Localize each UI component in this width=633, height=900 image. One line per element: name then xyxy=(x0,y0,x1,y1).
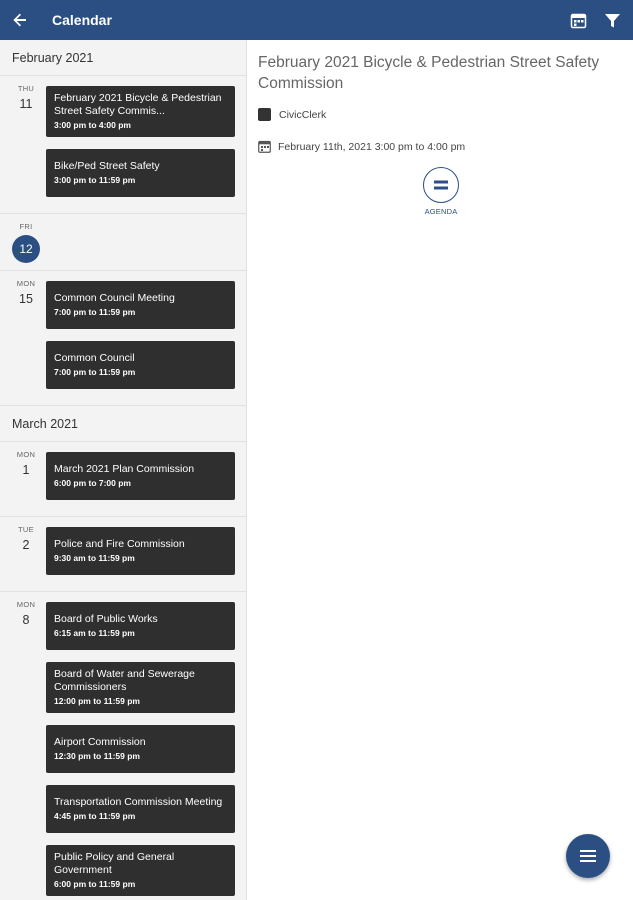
event-time: 3:00 pm to 11:59 pm xyxy=(54,175,136,185)
back-button[interactable] xyxy=(2,0,38,40)
event-list xyxy=(0,40,247,900)
day-group xyxy=(0,517,246,592)
event-detail-title: February 2021 Bicycle & Pedestrian Street Safety Commission xyxy=(258,54,600,92)
day-group xyxy=(0,214,246,271)
agenda-icon xyxy=(433,179,449,191)
agenda-button[interactable] xyxy=(421,167,461,216)
event-time: 6:15 am to 11:59 pm xyxy=(54,628,135,638)
filter-button[interactable] xyxy=(595,0,629,40)
event-title: Bike/Ped Street Safety xyxy=(54,160,160,172)
event-title: Board of Water and Sewerage Commissioners xyxy=(54,668,195,693)
day-group xyxy=(0,76,246,214)
event-datetime: February 11th, 2021 3:00 pm to 4:00 pm xyxy=(278,140,466,153)
event-time: 7:00 pm to 11:59 pm xyxy=(54,367,136,377)
calendar-icon xyxy=(570,12,587,29)
agenda-label: AGENDA xyxy=(424,207,458,216)
event-detail xyxy=(258,52,623,153)
page-title: Calendar xyxy=(52,12,112,28)
event-card[interactable] xyxy=(46,452,235,500)
day-number: 11 xyxy=(19,97,33,111)
menu-fab[interactable] xyxy=(566,834,610,878)
calendar-name: CivicClerk xyxy=(279,108,327,121)
event-title: Public Policy and General Government xyxy=(54,851,175,876)
day-group xyxy=(0,271,246,406)
event-title: Police and Fire Commission xyxy=(54,538,185,550)
calendar-icon xyxy=(258,140,271,153)
day-of-week: TUE xyxy=(18,525,34,534)
event-time: 3:00 pm to 4:00 pm xyxy=(54,120,131,130)
day-number: 8 xyxy=(22,613,30,627)
app-bar xyxy=(0,0,633,40)
event-card[interactable] xyxy=(46,845,235,896)
event-card[interactable] xyxy=(46,149,235,197)
today-day-number: 12 xyxy=(12,235,40,263)
event-title: February 2021 Bicycle & Pedestrian Street Safety Commis... xyxy=(54,92,222,117)
day-number: 2 xyxy=(22,538,30,552)
event-card[interactable] xyxy=(46,341,235,389)
event-card[interactable] xyxy=(46,281,235,329)
datetime-row xyxy=(258,140,623,153)
event-card[interactable] xyxy=(46,662,235,713)
calendar-row xyxy=(258,108,623,121)
day-of-week: FRI xyxy=(19,222,33,231)
day-group xyxy=(0,592,246,900)
event-title: Airport Commission xyxy=(54,736,146,748)
event-card[interactable] xyxy=(46,527,235,575)
event-time: 7:00 pm to 11:59 pm xyxy=(54,307,136,317)
calendar-view-button[interactable] xyxy=(561,0,595,40)
day-of-week: MON xyxy=(16,279,36,288)
menu-icon xyxy=(579,849,597,863)
event-card[interactable] xyxy=(46,86,235,137)
event-time: 12:30 pm to 11:59 pm xyxy=(54,751,140,761)
month-header: February 2021 xyxy=(0,40,246,76)
day-of-week: MON xyxy=(16,600,36,609)
day-number: 1 xyxy=(22,463,30,477)
event-time: 9:30 am to 11:59 pm xyxy=(54,553,135,563)
event-title: Board of Public Works xyxy=(54,613,158,625)
arrow-left-icon xyxy=(12,12,28,28)
day-of-week: MON xyxy=(16,450,36,459)
day-group xyxy=(0,442,246,517)
event-title: March 2021 Plan Commission xyxy=(54,463,195,475)
filter-icon xyxy=(604,12,621,29)
event-title: Transportation Commission Meeting xyxy=(54,796,223,808)
event-time: 12:00 pm to 11:59 pm xyxy=(54,696,140,706)
month-header: March 2021 xyxy=(0,406,246,442)
calendar-color-swatch xyxy=(258,108,271,121)
day-of-week: THU xyxy=(17,84,35,93)
event-card[interactable] xyxy=(46,602,235,650)
day-number: 15 xyxy=(19,292,33,306)
event-time: 6:00 pm to 7:00 pm xyxy=(54,478,131,488)
event-title: Common Council Meeting xyxy=(54,292,175,304)
event-card[interactable] xyxy=(46,785,235,833)
event-card[interactable] xyxy=(46,725,235,773)
event-title: Common Council xyxy=(54,352,135,364)
event-time: 6:00 pm to 11:59 pm xyxy=(54,879,136,889)
event-time: 4:45 pm to 11:59 pm xyxy=(54,811,136,821)
